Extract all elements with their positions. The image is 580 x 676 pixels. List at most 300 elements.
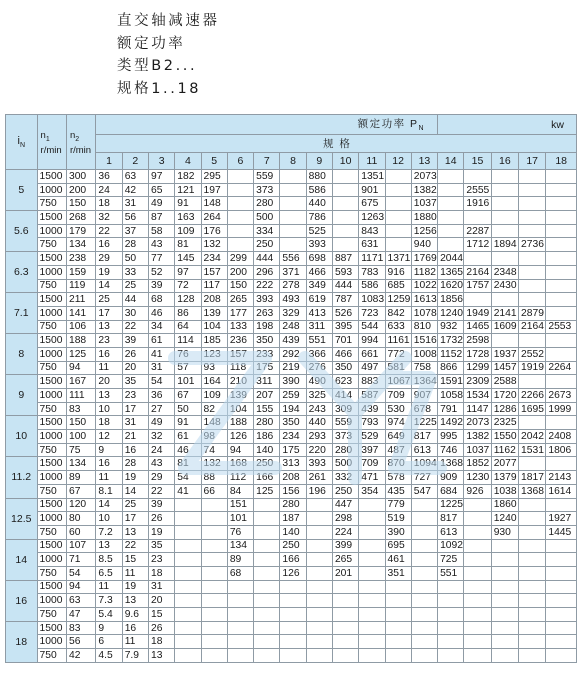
- power-cell: 631: [359, 238, 385, 252]
- power-cell: 325: [306, 389, 332, 403]
- power-cell: 292: [280, 347, 306, 361]
- power-cell: [464, 566, 491, 580]
- power-cell: 91: [175, 197, 201, 211]
- power-cell: 25: [96, 293, 122, 307]
- power-cell: [491, 635, 518, 649]
- power-cell: 109: [201, 389, 227, 403]
- power-cell: [201, 512, 227, 526]
- power-cell: 525: [306, 224, 332, 238]
- power-cell: [359, 498, 385, 512]
- power-cell: [438, 238, 464, 252]
- power-cell: 88: [201, 471, 227, 485]
- power-cell: [359, 525, 385, 539]
- n1-cell: 1000: [37, 471, 66, 485]
- power-cell: [254, 498, 280, 512]
- power-cell: 1022: [411, 279, 437, 293]
- power-cell: [332, 594, 358, 608]
- power-cell: 1182: [411, 265, 437, 279]
- power-cell: 1286: [491, 402, 518, 416]
- power-cell: 817: [411, 430, 437, 444]
- power-cell: 661: [359, 347, 385, 361]
- power-cell: 725: [438, 553, 464, 567]
- power-cell: 150: [227, 279, 253, 293]
- n2-cell: 120: [66, 498, 95, 512]
- power-cell: 2141: [491, 306, 518, 320]
- power-cell: [519, 621, 546, 635]
- n1-cell: 750: [37, 197, 66, 211]
- power-cell: [254, 553, 280, 567]
- n1-cell: 1500: [37, 416, 66, 430]
- power-cell: 413: [306, 306, 332, 320]
- power-cell: [438, 211, 464, 225]
- table-row: [6, 416, 577, 430]
- power-cell: [385, 197, 411, 211]
- power-cell: 176: [201, 224, 227, 238]
- power-cell: [332, 635, 358, 649]
- power-cell: [411, 621, 437, 635]
- power-cell: 26: [122, 347, 148, 361]
- table-row: [6, 471, 577, 485]
- power-cell: 444: [332, 279, 358, 293]
- power-cell: [332, 197, 358, 211]
- power-cell: 1368: [519, 484, 546, 498]
- power-cell: 1225: [438, 498, 464, 512]
- power-cell: [175, 635, 201, 649]
- ratio-cell: 18: [6, 621, 38, 662]
- power-cell: [491, 170, 518, 184]
- power-cell: 880: [306, 170, 332, 184]
- n1-cell: 1000: [37, 553, 66, 567]
- power-cell: 29: [148, 471, 174, 485]
- power-cell: [546, 416, 577, 430]
- power-cell: 1368: [438, 457, 464, 471]
- power-cell: 1591: [438, 375, 464, 389]
- power-cell: 46: [148, 306, 174, 320]
- power-cell: 390: [280, 375, 306, 389]
- power-cell: [438, 594, 464, 608]
- power-cell: [491, 608, 518, 622]
- title-block: [117, 10, 220, 101]
- power-cell: [359, 608, 385, 622]
- ratio-cell: 10: [6, 416, 38, 457]
- power-cell: 118: [227, 361, 253, 375]
- power-cell: 1465: [464, 320, 491, 334]
- n2-cell: 83: [66, 621, 95, 635]
- power-cell: [491, 211, 518, 225]
- power-cell: 77: [148, 252, 174, 266]
- power-cell: [519, 580, 546, 594]
- power-cell: [227, 183, 253, 197]
- power-cell: 613: [411, 443, 437, 457]
- power-cell: [519, 211, 546, 225]
- power-cell: 1382: [464, 430, 491, 444]
- power-cell: 2348: [491, 265, 518, 279]
- power-cell: 82: [201, 402, 227, 416]
- n1-cell: 1000: [37, 306, 66, 320]
- power-cell: 397: [359, 443, 385, 457]
- n2-cell: 159: [66, 265, 95, 279]
- power-cell: 261: [306, 471, 332, 485]
- power-cell: [546, 252, 577, 266]
- table-row: [6, 306, 577, 320]
- power-cell: 544: [359, 320, 385, 334]
- power-cell: 132: [201, 457, 227, 471]
- power-cell: 17: [122, 512, 148, 526]
- power-cell: [385, 635, 411, 649]
- power-cell: [280, 170, 306, 184]
- power-cell: [254, 539, 280, 553]
- power-cell: 414: [332, 389, 358, 403]
- power-cell: [201, 566, 227, 580]
- n1-cell: 1000: [37, 430, 66, 444]
- power-cell: 581: [385, 361, 411, 375]
- power-cell: [385, 621, 411, 635]
- power-cell: [254, 512, 280, 526]
- power-cell: [359, 621, 385, 635]
- power-cell: 35: [148, 539, 174, 553]
- table-header: [6, 115, 577, 170]
- n2-cell: 106: [66, 320, 95, 334]
- power-cell: [546, 211, 577, 225]
- power-cell: 132: [201, 238, 227, 252]
- n2-cell: 67: [66, 484, 95, 498]
- power-cell: [464, 608, 491, 622]
- power-cell: 926: [464, 484, 491, 498]
- power-cell: 440: [306, 197, 332, 211]
- power-cell: [254, 608, 280, 622]
- power-cell: [201, 635, 227, 649]
- power-cell: 18: [96, 197, 122, 211]
- power-cell: 265: [227, 293, 253, 307]
- n1-cell: 1500: [37, 621, 66, 635]
- power-cell: [227, 197, 253, 211]
- size-header-8: 8: [280, 153, 306, 170]
- power-cell: 12: [96, 430, 122, 444]
- power-cell: 1299: [464, 361, 491, 375]
- power-cell: 16: [96, 347, 122, 361]
- power-cell: 354: [359, 484, 385, 498]
- power-cell: 940: [411, 238, 437, 252]
- power-cell: [175, 621, 201, 635]
- power-cell: 1728: [464, 347, 491, 361]
- n1-cell: 1500: [37, 293, 66, 307]
- power-cell: 530: [385, 402, 411, 416]
- power-cell: 10: [96, 402, 122, 416]
- power-cell: 2736: [519, 238, 546, 252]
- power-cell: 19: [122, 471, 148, 485]
- n1-cell: 1500: [37, 170, 66, 184]
- power-cell: [201, 580, 227, 594]
- table-row: [6, 197, 577, 211]
- power-cell: 9: [96, 621, 122, 635]
- power-cell: [519, 457, 546, 471]
- table-row: [6, 361, 577, 375]
- power-cell: 500: [254, 211, 280, 225]
- n1-cell: 1500: [37, 580, 66, 594]
- power-cell: [519, 265, 546, 279]
- power-cell: [175, 608, 201, 622]
- power-cell: 18: [148, 566, 174, 580]
- power-cell: [519, 649, 546, 663]
- power-cell: 57: [175, 361, 201, 375]
- power-cell: [519, 375, 546, 389]
- power-cell: 2430: [491, 279, 518, 293]
- power-cell: 222: [254, 279, 280, 293]
- n2-cell: 42: [66, 649, 95, 663]
- power-cell: 295: [201, 170, 227, 184]
- power-cell: [385, 211, 411, 225]
- power-cell: 68: [148, 293, 174, 307]
- power-cell: 280: [280, 498, 306, 512]
- power-cell: 500: [332, 457, 358, 471]
- power-cell: 185: [201, 334, 227, 348]
- power-cell: [332, 608, 358, 622]
- power-cell: [201, 649, 227, 663]
- n2-cell: 56: [66, 635, 95, 649]
- power-cell: 13: [96, 320, 122, 334]
- table-row: [6, 498, 577, 512]
- power-cell: 6: [96, 635, 122, 649]
- power-cell: 7.3: [96, 594, 122, 608]
- power-cell: [519, 498, 546, 512]
- size-header-1: 1: [96, 153, 122, 170]
- power-cell: 114: [175, 334, 201, 348]
- power-cell: 497: [359, 361, 385, 375]
- table-row: [6, 279, 577, 293]
- power-cell: [175, 580, 201, 594]
- n2-cell: 211: [66, 293, 95, 307]
- power-cell: 444: [254, 252, 280, 266]
- power-cell: 243: [306, 402, 332, 416]
- power-cell: 86: [175, 306, 201, 320]
- power-cell: 1240: [438, 306, 464, 320]
- power-cell: 466: [306, 265, 332, 279]
- power-cell: [227, 170, 253, 184]
- power-cell: 296: [254, 265, 280, 279]
- power-cell: [519, 553, 546, 567]
- power-cell: 1364: [411, 375, 437, 389]
- power-cell: [359, 594, 385, 608]
- power-cell: 723: [359, 306, 385, 320]
- power-cell: [306, 635, 332, 649]
- power-cell: 1037: [464, 443, 491, 457]
- ratio-cell: 8: [6, 334, 38, 375]
- power-cell: 74: [201, 443, 227, 457]
- power-cell: 76: [175, 347, 201, 361]
- power-cell: [385, 224, 411, 238]
- power-cell: 2264: [546, 361, 577, 375]
- power-cell: 11: [96, 361, 122, 375]
- n2-cell: 300: [66, 170, 95, 184]
- power-cell: 373: [254, 183, 280, 197]
- power-cell: [519, 279, 546, 293]
- n1-cell: 750: [37, 608, 66, 622]
- power-cell: 140: [254, 443, 280, 457]
- table-row: [6, 183, 577, 197]
- power-cell: [438, 197, 464, 211]
- power-cell: 298: [332, 512, 358, 526]
- power-cell: 299: [227, 252, 253, 266]
- power-cell: 97: [148, 170, 174, 184]
- power-cell: [201, 621, 227, 635]
- power-cell: 197: [201, 183, 227, 197]
- power-cell: 2287: [464, 224, 491, 238]
- power-cell: 1225: [411, 416, 437, 430]
- power-cell: 471: [359, 471, 385, 485]
- ratio-cell: 6.3: [6, 252, 38, 293]
- n1-cell: 1000: [37, 635, 66, 649]
- power-cell: [464, 649, 491, 663]
- power-cell: 26: [148, 621, 174, 635]
- power-cell: 6.5: [96, 566, 122, 580]
- n1-cell: 1000: [37, 224, 66, 238]
- power-cell: 727: [411, 471, 437, 485]
- power-cell: 1008: [411, 347, 437, 361]
- power-cell: 140: [280, 525, 306, 539]
- power-cell: [491, 649, 518, 663]
- power-cell: 1230: [464, 471, 491, 485]
- table-row: [6, 389, 577, 403]
- power-cell: [519, 525, 546, 539]
- table-body: [6, 170, 577, 663]
- power-cell: 586: [359, 279, 385, 293]
- power-cell: 33: [122, 265, 148, 279]
- power-cell: 586: [306, 183, 332, 197]
- power-cell: 1256: [411, 224, 437, 238]
- ratio-cell: 7.1: [6, 293, 38, 334]
- table-row: [6, 170, 577, 184]
- power-cell: [227, 621, 253, 635]
- power-cell: 21: [122, 430, 148, 444]
- power-cell: 164: [201, 375, 227, 389]
- power-cell: 7.9: [122, 649, 148, 663]
- table-row: [6, 320, 577, 334]
- power-cell: 1379: [491, 471, 518, 485]
- power-cell: 31: [122, 197, 148, 211]
- power-cell: 20: [96, 375, 122, 389]
- power-cell: 2164: [519, 320, 546, 334]
- power-cell: [519, 183, 546, 197]
- power-cell: [464, 621, 491, 635]
- power-cell: [546, 375, 577, 389]
- n2-cell: 111: [66, 389, 95, 403]
- power-cell: 2077: [491, 457, 518, 471]
- power-cell: 15: [122, 553, 148, 567]
- power-cell: 109: [175, 224, 201, 238]
- power-cell: 1720: [491, 389, 518, 403]
- power-cell: 121: [175, 183, 201, 197]
- power-cell: 39: [122, 334, 148, 348]
- power-cell: [519, 224, 546, 238]
- power-cell: 529: [359, 430, 385, 444]
- power-cell: 435: [385, 484, 411, 498]
- power-cell: 156: [280, 484, 306, 498]
- power-cell: 15: [148, 608, 174, 622]
- power-cell: [546, 265, 577, 279]
- power-cell: 163: [175, 211, 201, 225]
- power-cell: 24: [96, 183, 122, 197]
- power-cell: 24: [148, 443, 174, 457]
- power-cell: 49: [148, 197, 174, 211]
- power-cell: 177: [227, 306, 253, 320]
- table-row: [6, 484, 577, 498]
- power-cell: [175, 594, 201, 608]
- power-cell: 746: [438, 443, 464, 457]
- power-cell: 1927: [546, 512, 577, 526]
- n2-cell: 134: [66, 457, 95, 471]
- power-cell: 1351: [359, 170, 385, 184]
- power-cell: 334: [254, 224, 280, 238]
- power-cell: 1817: [519, 471, 546, 485]
- power-cell: 293: [306, 430, 332, 444]
- power-cell: 619: [306, 293, 332, 307]
- power-cell: 2309: [464, 375, 491, 389]
- power-cell: 332: [332, 471, 358, 485]
- power-cell: 36: [96, 170, 122, 184]
- ratio-cell: 5.6: [6, 211, 38, 252]
- power-cell: [227, 211, 253, 225]
- table-row: [6, 649, 577, 663]
- power-cell: 439: [359, 402, 385, 416]
- power-cell: 2552: [519, 347, 546, 361]
- power-cell: 1919: [519, 361, 546, 375]
- power-cell: [411, 635, 437, 649]
- power-cell: 329: [280, 306, 306, 320]
- power-cell: [546, 594, 577, 608]
- power-cell: [227, 238, 253, 252]
- power-cell: [201, 608, 227, 622]
- unit-header: kw: [438, 115, 577, 135]
- power-cell: 1161: [385, 334, 411, 348]
- power-cell: 2164: [464, 265, 491, 279]
- power-cell: [519, 635, 546, 649]
- power-cell: 39: [148, 498, 174, 512]
- power-cell: 43: [148, 457, 174, 471]
- power-cell: [491, 621, 518, 635]
- power-cell: 16: [122, 443, 148, 457]
- power-cell: [546, 347, 577, 361]
- n2-cell: 150: [66, 197, 95, 211]
- power-cell: 22: [96, 224, 122, 238]
- power-cell: 97: [175, 265, 201, 279]
- power-cell: 1949: [464, 306, 491, 320]
- power-cell: 519: [385, 512, 411, 526]
- n2-cell: 167: [66, 375, 95, 389]
- power-cell: [546, 334, 577, 348]
- power-cell: [464, 594, 491, 608]
- power-cell: 81: [175, 238, 201, 252]
- power-cell: [438, 608, 464, 622]
- power-cell: 32: [96, 211, 122, 225]
- power-cell: [491, 594, 518, 608]
- table-row: [6, 594, 577, 608]
- power-cell: 8.5: [96, 553, 122, 567]
- power-cell: [175, 566, 201, 580]
- n2-cell: 150: [66, 416, 95, 430]
- power-cell: 2325: [491, 416, 518, 430]
- power-cell: 440: [306, 416, 332, 430]
- power-cell: [411, 512, 437, 526]
- power-cell: [411, 525, 437, 539]
- power-cell: 250: [254, 457, 280, 471]
- power-cell: [227, 580, 253, 594]
- n1-cell: 1000: [37, 265, 66, 279]
- power-cell: [332, 238, 358, 252]
- power-cell: 551: [306, 334, 332, 348]
- n1-cell: 750: [37, 402, 66, 416]
- power-cell: 248: [280, 320, 306, 334]
- power-cell: 41: [175, 484, 201, 498]
